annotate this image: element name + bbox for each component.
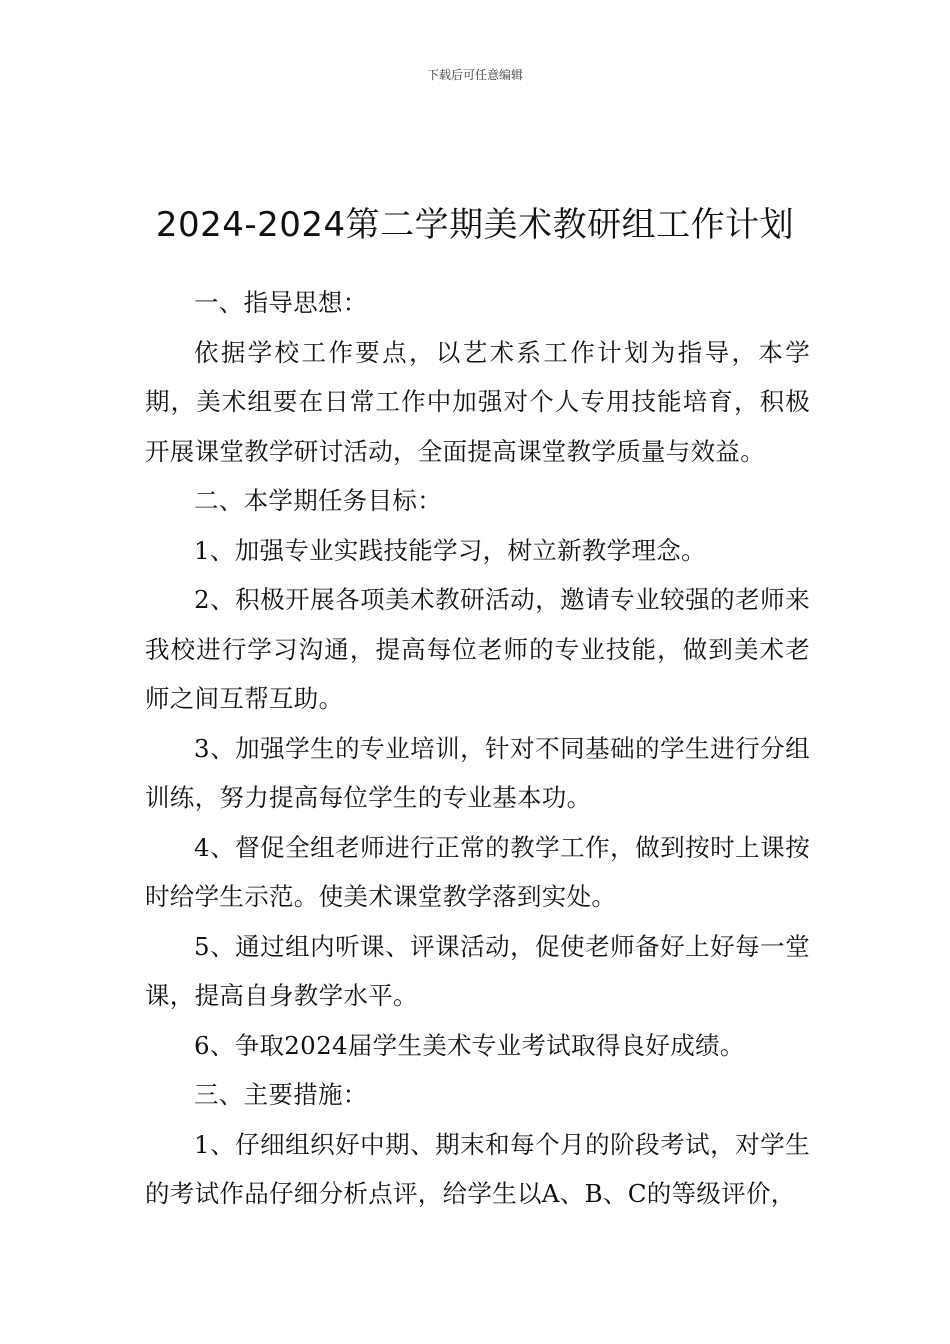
goal-item-4: 4、督促全组老师进行正常的教学工作，做到按时上课按时给学生示范。使美术课堂教学落到实处。 — [145, 832, 810, 911]
paragraph-guiding-ideology: 依据学校工作要点，以艺术系工作计划为指导，本学期，美术组要在日常工作中加强对个人专用技能培育，积极开展课堂教学研讨活动，全面提高课堂教学质量与效益。 — [145, 337, 810, 466]
section-heading-guiding-ideology: 一、指导思想： — [194, 288, 368, 317]
section-heading-main-measures: 三、主要措施： — [194, 1080, 368, 1109]
goal-item-3: 3、加强学生的专业培训，针对不同基础的学生进行分组训练，努力提高每位学生的专业基本功。 — [145, 733, 810, 812]
section-heading-task-goals: 二、本学期任务目标： — [194, 486, 442, 515]
goal-item-5: 5、通过组内听课、评课活动，促使老师备好上好每一堂课，提高自身教学水平。 — [145, 931, 810, 1010]
document-title: 2024-2024第二学期美术教研组工作计划 — [155, 204, 795, 245]
header-note: 下载后可任意编辑 — [426, 68, 523, 82]
goal-item-1: 1、加强专业实践技能学习，树立新教学理念。 — [194, 535, 706, 565]
goal-item-6: 6、争取2024届学生美术专业考试取得良好成绩。 — [194, 1030, 745, 1060]
document-body — [145, 278, 810, 1219]
goal-item-2: 2、积极开展各项美术教研活动，邀请专业较强的老师来我校进行学习沟通，提高每位老师的专业技能，做到美术老师之间互帮互助。 — [145, 585, 810, 713]
measure-item-1: 1、仔细组织好中期、期末和每个月的阶段考试，对学生的考试作品仔细分析点评，给学生以A、B、C的等级评价， — [145, 1129, 810, 1208]
